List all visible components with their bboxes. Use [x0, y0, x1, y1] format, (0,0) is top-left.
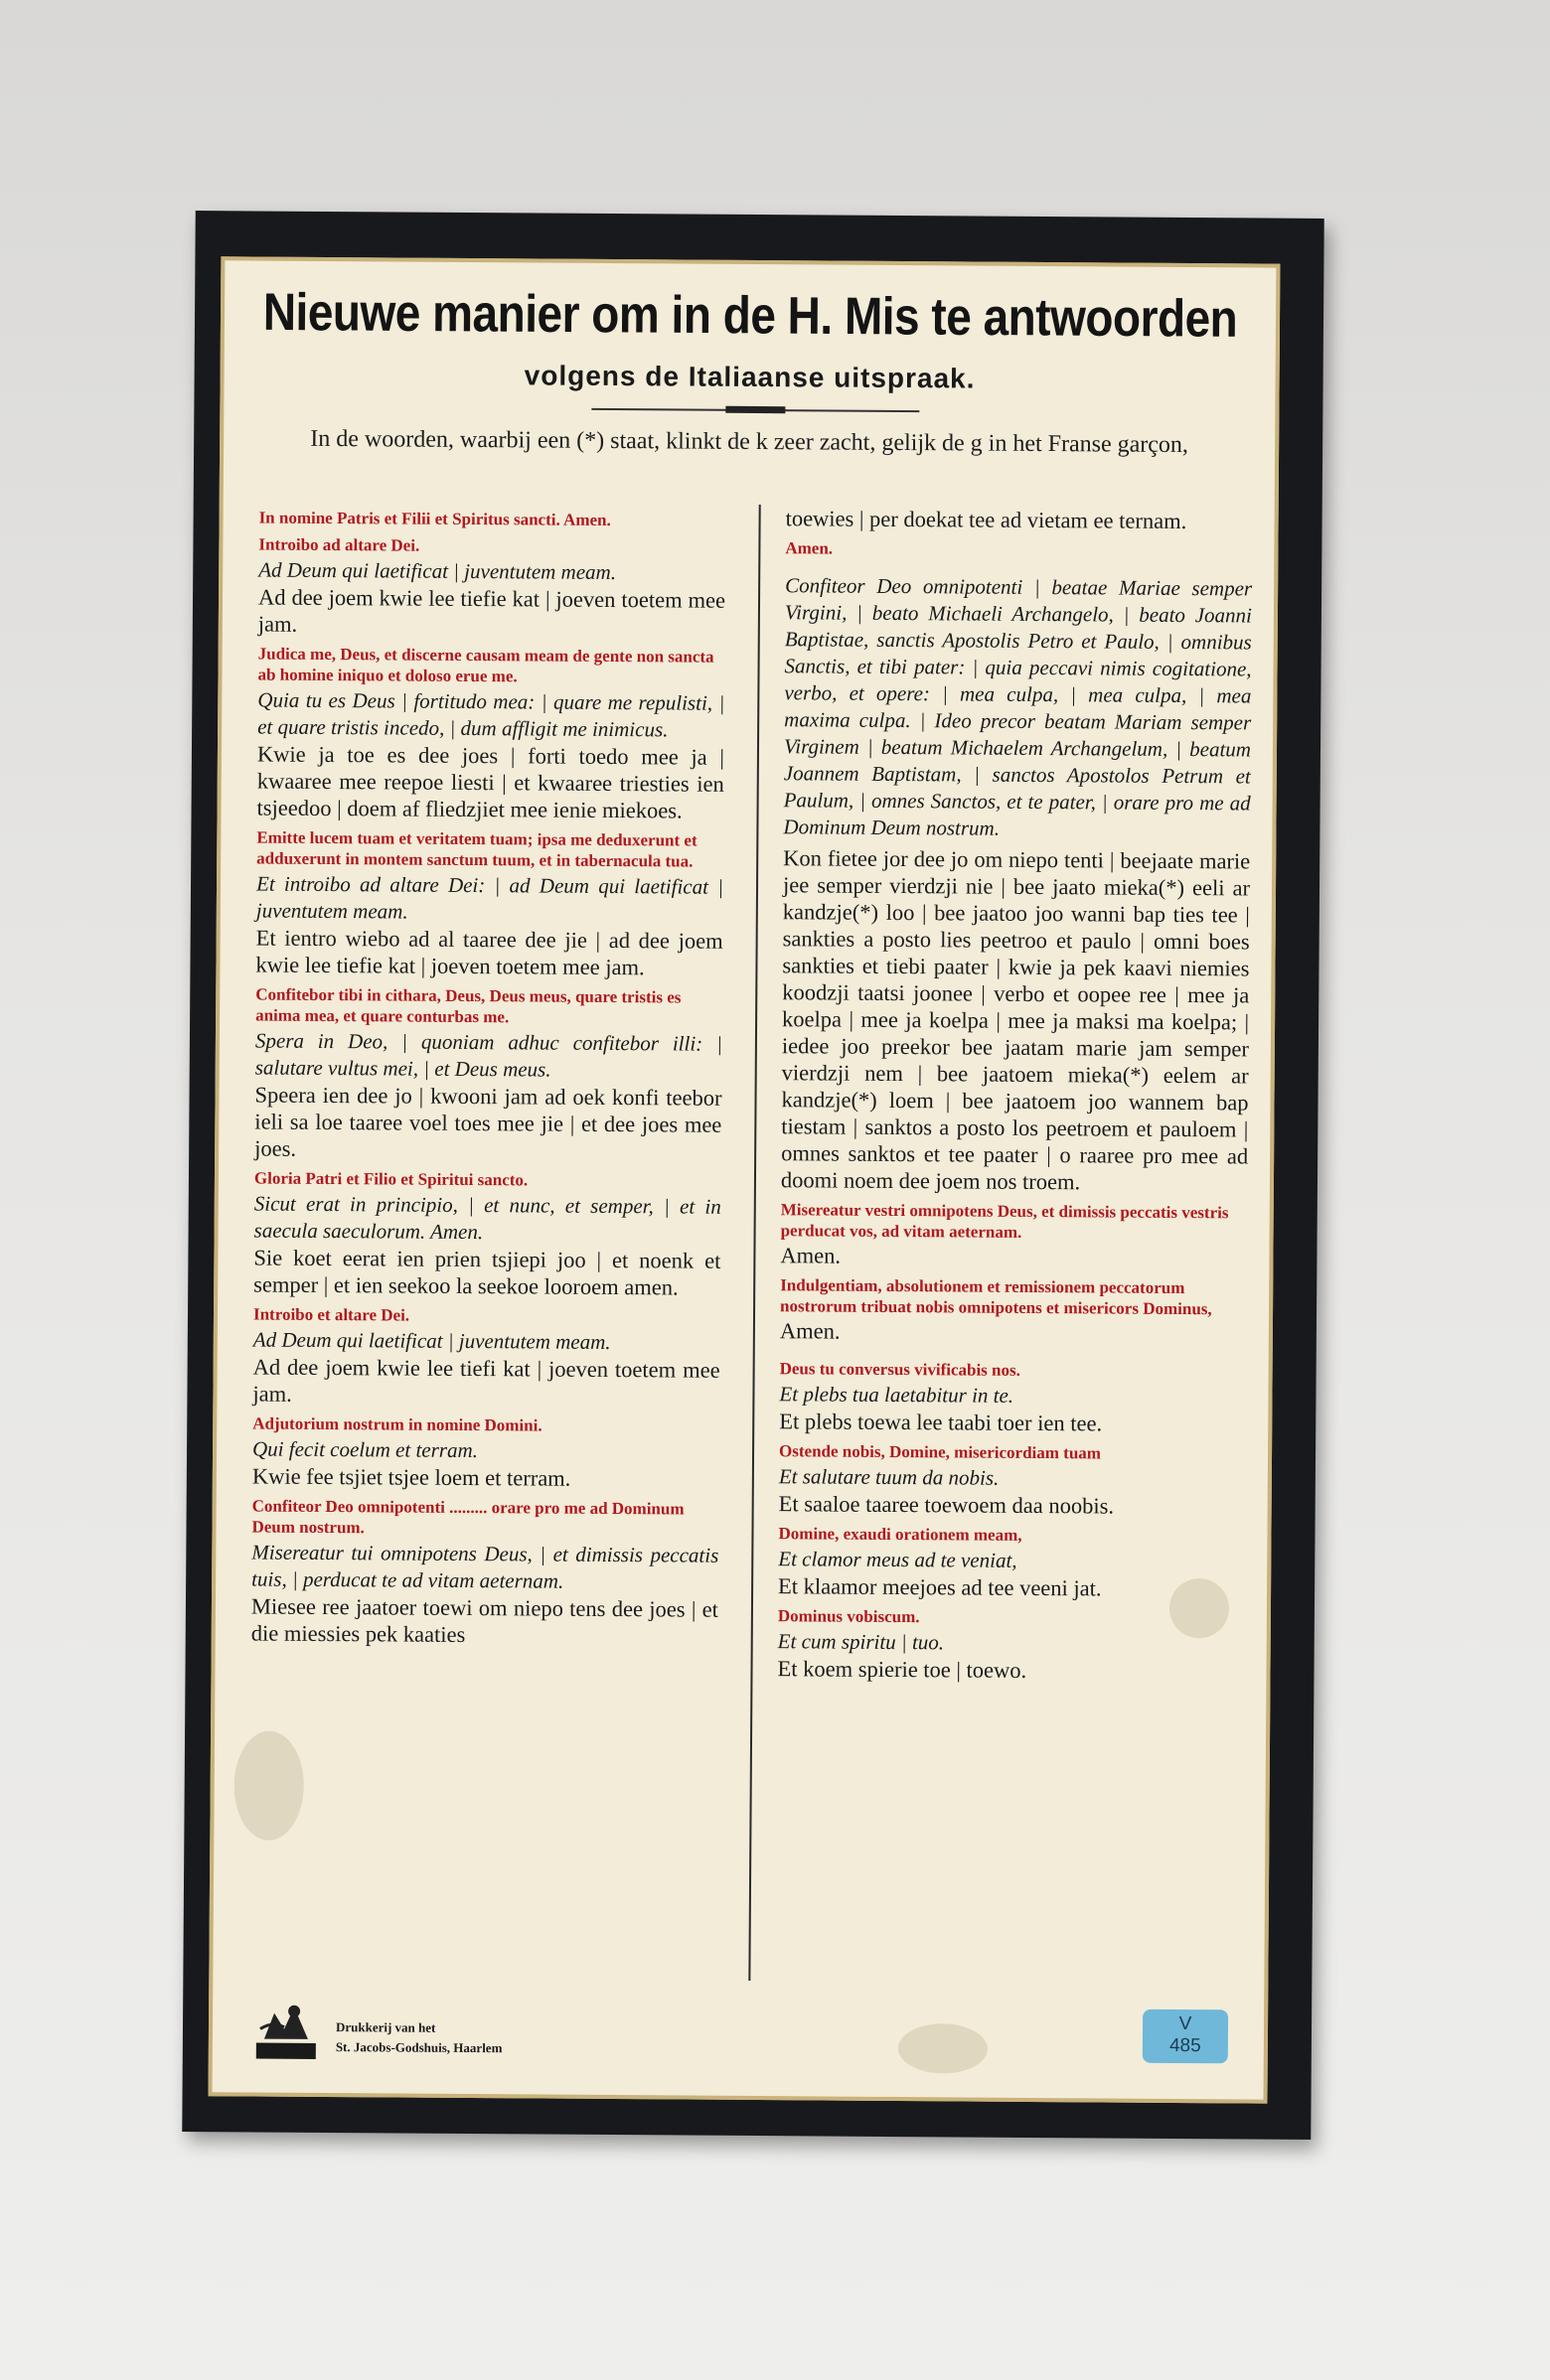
- latin-rubric: Introibo ad altare Dei.: [258, 534, 420, 555]
- latin-response: Et clamor meus ad te veniat,: [778, 1547, 1017, 1572]
- phonetic-response: toewies | per doekat tee ad vietam ee ternam.: [785, 506, 1187, 534]
- left-column: [251, 502, 726, 1654]
- mass-response-card: [209, 256, 1281, 2103]
- latin-response: Quia tu es Deus | fortitudo mea: | quare me repulisti, | et quare tristis incedo, | dum affligit me inimicus.: [257, 687, 725, 742]
- phonetic-response: Et klaamor meejoes ad tee veeni jat.: [778, 1573, 1102, 1601]
- amen-response: Amen.: [780, 1243, 842, 1268]
- phonetic-response: Sie koet eerat ien prien tsjiepi joo | et noenk et semper | et ien seekoo la seekoe looroem amen.: [253, 1245, 721, 1300]
- latin-response: Et plebs tua laetabitur in te.: [779, 1382, 1014, 1408]
- phonetic-response: Et koem spierie toe | toewo.: [777, 1656, 1027, 1683]
- latin-rubric: Gloria Patri et Filio et Spiritui sancto.: [253, 1168, 529, 1190]
- pronunciation-note: In de woorden, waarbij een (*) staat, klinkt de k zeer zacht, gelijk de g in het Franse garçon,: [310, 425, 1189, 459]
- latin-response: Confiteor Deo omnipotenti | beatae Mariae semper Virgini, | beato Michaeli Archangelo, | beato Joanni Baptistae, sanctis Apostolis Petro et Paulo, | omnibus Sanctis, et tibi pater: | quia peccavi nimis cogitatione, verbo, et opere: | mea culpa, | mea culpa, | mea maxima culpa. | Ideo precor beatam Mariam semper Virginem | beatum Michaelem Archangelum, | beatum Joannem Baptistam, | sanctos Apostolos Petrum et Paulum, | omnes Sanctos, et te pater, | orare pro me ad Dominum Deum nostrum.: [783, 573, 1253, 840]
- page-subtitle: volgens de Italiaanse uitspraak.: [524, 360, 976, 394]
- latin-response: Ad Deum qui laetificat | juventutem meam.: [252, 1327, 611, 1355]
- latin-rubric: Domine, exaudi orationem meam,: [778, 1524, 1022, 1545]
- latin-response: Spera in Deo, | quoniam adhuc confitebor illi: | salutare vultus mei, | et Deus meus.: [254, 1028, 723, 1082]
- latin-response: Et salutare tuum da nobis.: [778, 1464, 1000, 1490]
- phonetic-response: Kwie fee tsjiet tsjee loem et terram.: [251, 1463, 571, 1491]
- phonetic-response: Ad dee joem kwie lee tiefi kat | joeven toetem mee jam.: [252, 1354, 720, 1407]
- phonetic-response: Kon fietee jor dee jo om niepo tenti | beejaate marie jee semper vierdzji nie | bee jaato mieka(*) eeli ar kandzje(*) loo | bee jaatoo joo wanni bap ties tee | sankties a posto lies peetroo et paulo | omni boes sankties et tiebi paater | kwie ja pek kaavi niemies koodzji taatsi joonee | verbo et oopee ree | mee ja koelpa | mee ja koelpa | mee ja maksi ma koelpa; | iedee joo preekor bee jaatam marie jam semper vierdzji nem | bee jaatoem mieka(*) eelem ar kandzje(*) loem | bee jaatoem joo wannem bap tiestam | sanktos a posto los peetroem et pauloem | omnes sanktos et tee paater | o raaree pro mee ad doomi noem dee joem nos troem.: [780, 845, 1251, 1195]
- inventory-label: [1143, 2009, 1228, 2064]
- paper-stain: [1169, 1578, 1229, 1638]
- phonetic-response: Kwie ja toe es dee joes | forti toedo mee ja | kwaaree mee reepoe liesti | et kwaaree triesties ien tsjeedoo | doem af fliedzjiet mee ienie miekoes.: [256, 741, 725, 823]
- printer-line: Drukkerij van het: [335, 2019, 436, 2035]
- right-column: [777, 505, 1252, 1689]
- latin-rubric: Confiteor Deo omnipotenti ......... orare pro me ad Dominum Deum nostrum.: [251, 1496, 685, 1538]
- latin-rubric: Misereatur vestri omnipotens Deus, et dimissis peccatis vestris perducat vos, ad vitam aeternam.: [780, 1200, 1229, 1242]
- latin-rubric: Deus tu conversus vivificabis nos.: [779, 1359, 1020, 1380]
- latin-response: Ad Deum qui laetificat | juventutem meam.: [258, 557, 617, 585]
- latin-rubric: In nomine Patris et Filii et Spiritus sancti. Amen.: [258, 508, 611, 529]
- latin-rubric: Dominus vobiscum.: [777, 1606, 920, 1627]
- phonetic-response: Miesee ree jaatoer toewi om niepo tens dee joes | et die miessies pek kaaties: [250, 1593, 719, 1647]
- latin-response: Misereatur tui omnipotens Deus, | et dimissis peccatis tuis, | perducat te ad vitam aeternam.: [251, 1540, 719, 1593]
- inventory-label-line: V: [1178, 2013, 1192, 2035]
- latin-rubric: Introibo et altare Dei.: [252, 1304, 410, 1325]
- card-frame: [182, 211, 1323, 2140]
- latin-rubric: Confitebor tibi in cithara, Deus, Deus meus, quare tristis es anima mea, et quare conturbas me.: [255, 984, 682, 1027]
- latin-rubric: Amen.: [785, 538, 834, 558]
- phonetic-response: Ad dee joem kwie lee tiefie kat | joeven toetem mee jam.: [257, 584, 726, 637]
- latin-response: Sicut erat in principio, | et nunc, et semper, | et in saecula saeculorum. Amen.: [253, 1191, 721, 1245]
- latin-response: Et cum spiritu | tuo.: [777, 1629, 945, 1655]
- latin-response: Qui fecit coelum et terram.: [251, 1436, 479, 1463]
- amen-response: Amen.: [779, 1318, 841, 1344]
- page-title: Nieuwe manier om in de H. Mis te antwoorden: [262, 281, 1238, 349]
- latin-rubric: Ostende nobis, Domine, misericordiam tuam: [778, 1441, 1102, 1463]
- paper-stain: [898, 2023, 988, 2074]
- printer-logo-icon: [254, 2000, 318, 2061]
- phonetic-response: Et ientro wiebo ad al taaree dee jie | ad dee joem kwie lee tiefie kat | joeven toetem mee jam.: [255, 925, 723, 980]
- latin-rubric: Judica me, Deus, et discerne causam meam de gente non sancta ab homine iniquo et doloso erue me.: [257, 644, 714, 686]
- phonetic-response: Speera ien dee jo | kwooni jam ad oek konfi teebor ieli sa loe taaree voel toes mee jie | et dee joes mee joes.: [254, 1082, 722, 1161]
- printer-credit: [336, 2017, 503, 2058]
- column-divider: [748, 505, 760, 1981]
- inventory-label-number: 485: [1168, 2034, 1201, 2057]
- latin-response: Et introibo ad altare Dei: | ad Deum qui laetificat | juventutem meam.: [255, 871, 724, 924]
- phonetic-response: Et saaloe taaree toewoem daa noobis.: [778, 1491, 1115, 1519]
- title-divider-ornament: [725, 406, 785, 413]
- latin-rubric: Indulgentiam, absolutionem et remissionem peccatorum nostrorum tribuat nobis omnipotens et misericors Dominus,: [780, 1275, 1212, 1319]
- phonetic-response: Et plebs toewa lee taabi toer ien tee.: [779, 1409, 1103, 1436]
- paper-stain: [233, 1730, 304, 1840]
- latin-rubric: Adjutorium nostrum in nomine Domini.: [252, 1413, 542, 1435]
- printer-line: St. Jacobs-Godshuis, Haarlem: [335, 2039, 503, 2056]
- latin-rubric: Emitte lucem tuam et veritatem tuam; ipsa me deduxerunt et adduxerunt in montem sanctum tuum, et in tabernacula tua.: [256, 827, 698, 871]
